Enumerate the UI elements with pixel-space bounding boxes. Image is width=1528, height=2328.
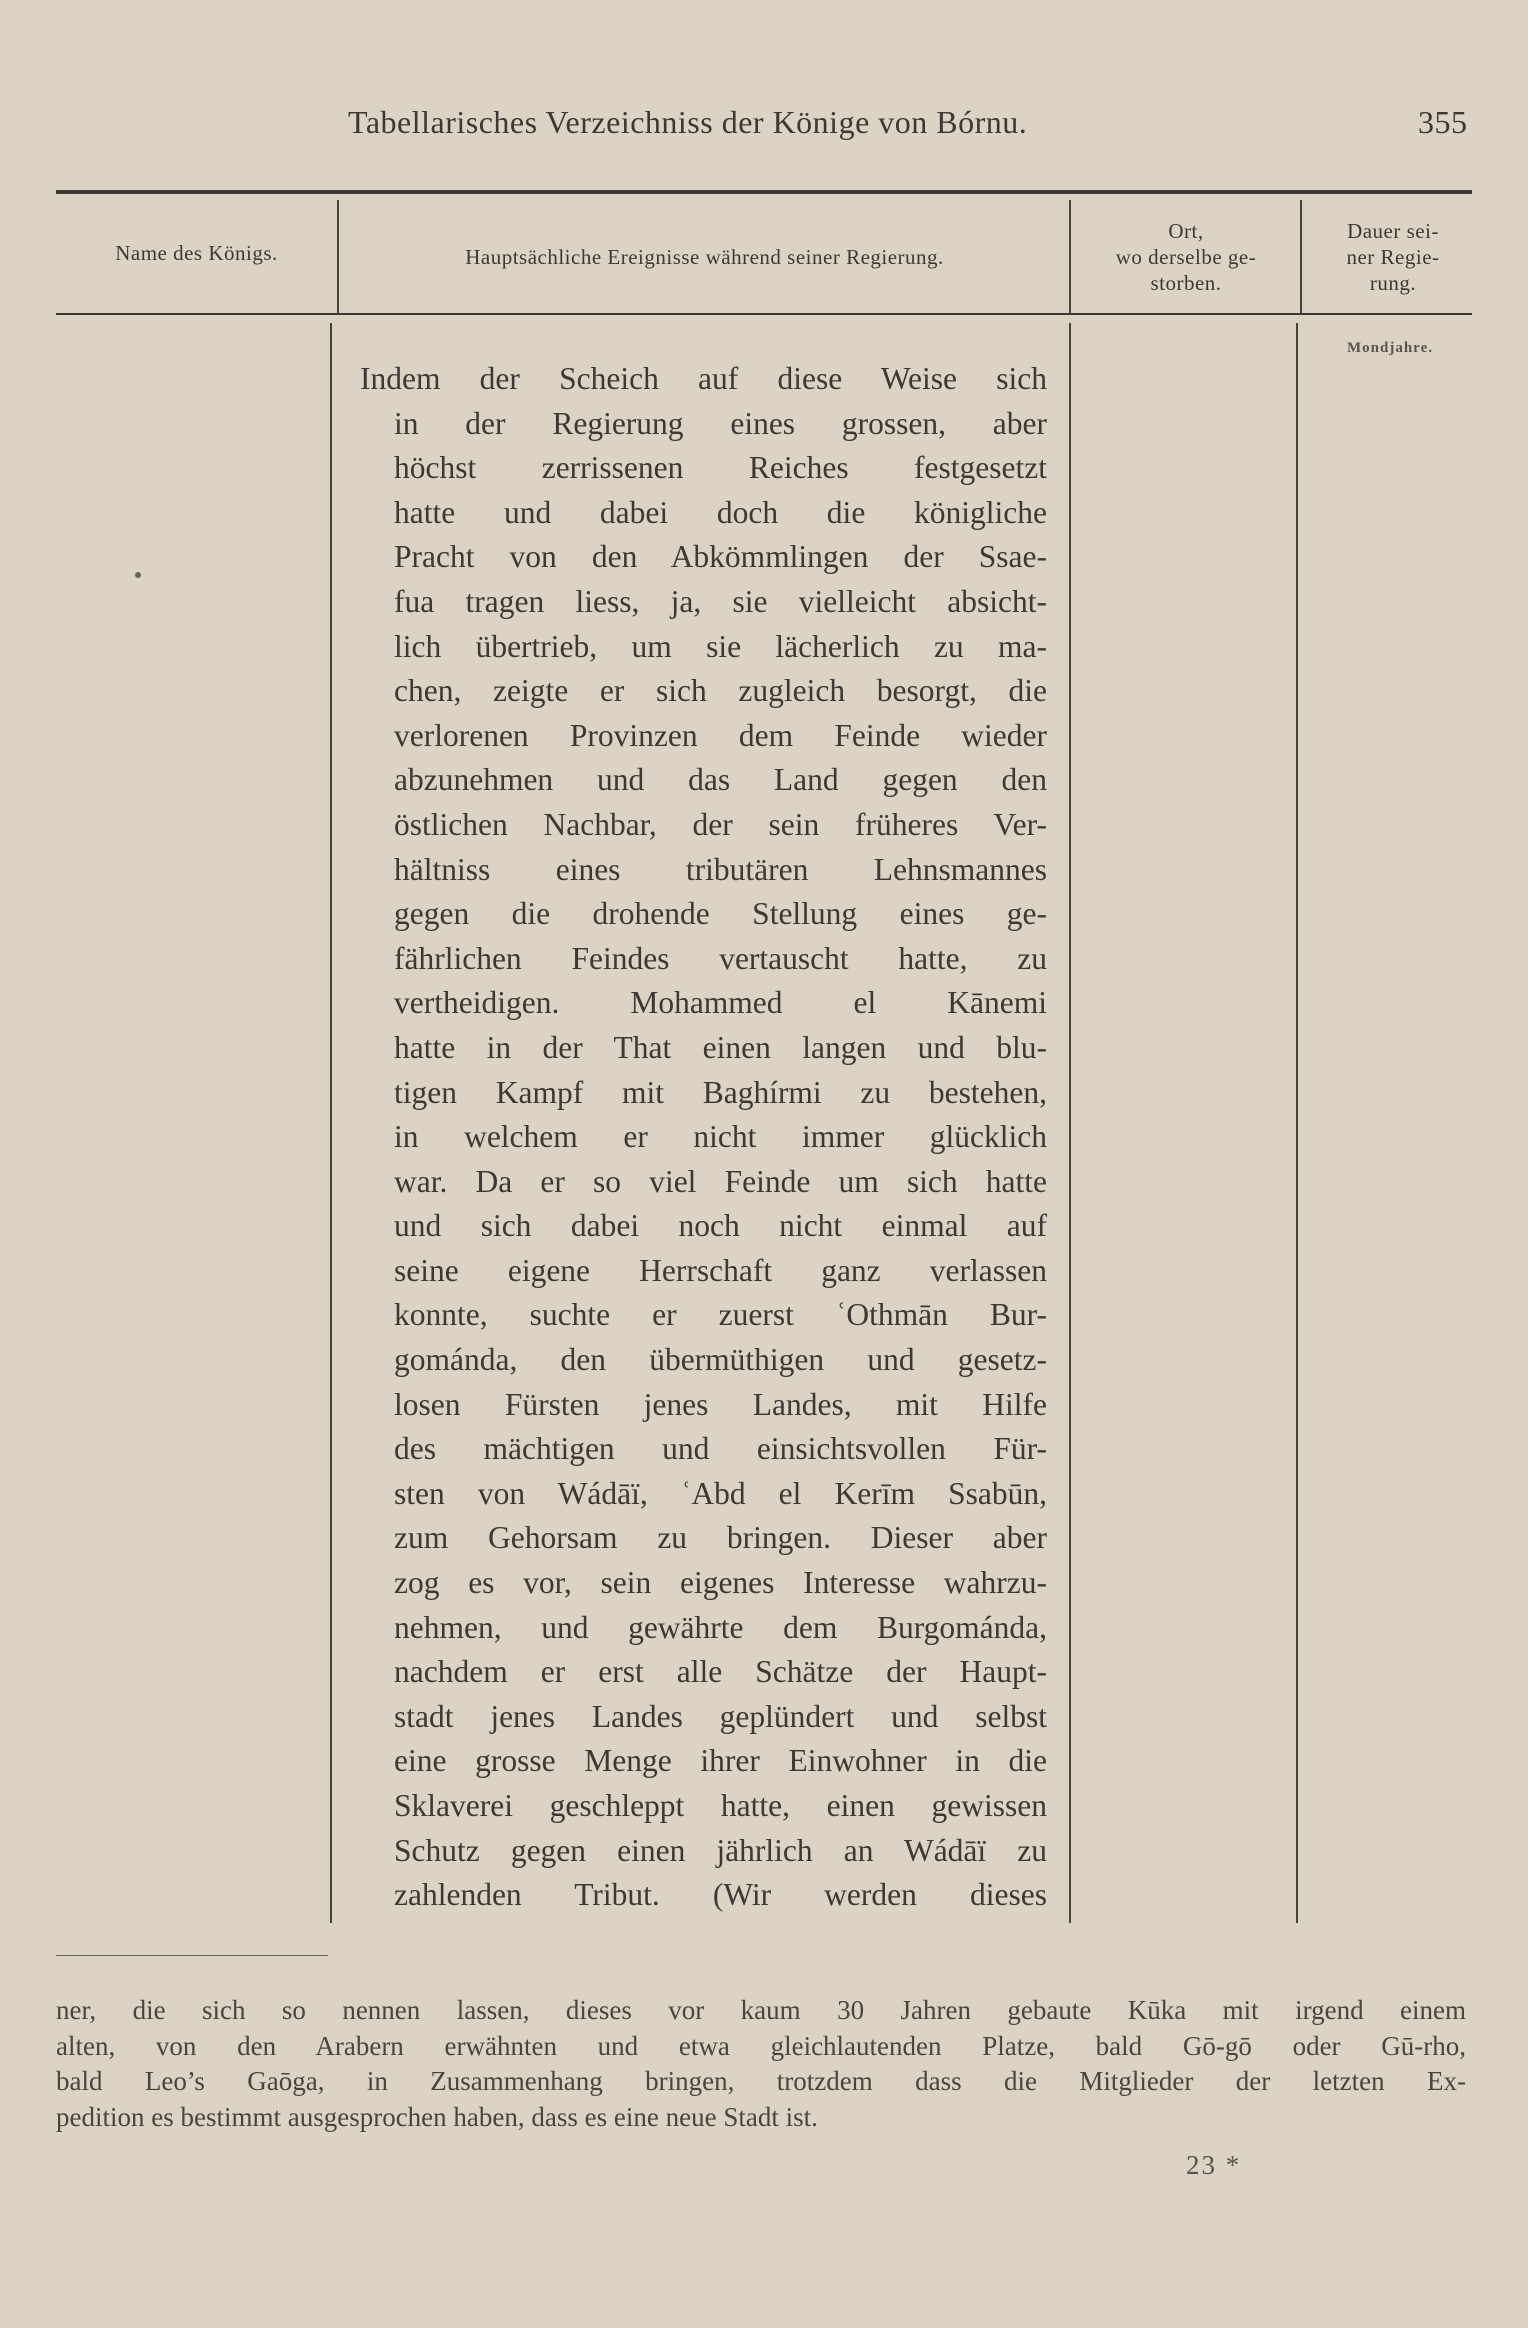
text-line: gománda, den übermüthigen und gesetz- bbox=[394, 1342, 1047, 1378]
column-header-line: Dauer sei- bbox=[1347, 219, 1439, 243]
column-header-place bbox=[1072, 218, 1300, 296]
table-top-rule bbox=[56, 190, 1472, 194]
text-line: nachdem er erst alle Schätze der Haupt- bbox=[394, 1654, 1047, 1690]
text-line: seine eigene Herrschaft ganz verlassen bbox=[394, 1252, 1047, 1288]
column-header-duration bbox=[1303, 218, 1483, 296]
events-text bbox=[360, 357, 1047, 1918]
header-divider-3 bbox=[1300, 200, 1302, 313]
column-header-line: Hauptsächliche Ereignisse während seiner Regierung. bbox=[465, 245, 944, 269]
column-header-line: rung. bbox=[1369, 271, 1417, 295]
page-number: 355 bbox=[1418, 104, 1468, 140]
running-head bbox=[0, 104, 1528, 148]
text-line: losen Fürsten jenes Landes, mit Hilfe bbox=[394, 1386, 1047, 1422]
print-speck bbox=[135, 572, 141, 578]
text-line: sten von Wádāï, ʿAbd el Kerīm Ssabūn, bbox=[394, 1475, 1047, 1511]
text-line: fua tragen liess, ja, sie vielleicht absicht- bbox=[394, 583, 1047, 619]
text-line: in der Regierung eines grossen, aber bbox=[394, 405, 1047, 441]
text-line: des mächtigen und einsichtsvollen Für- bbox=[394, 1431, 1047, 1467]
text-line: stadt jenes Landes geplündert und selbst bbox=[394, 1698, 1047, 1734]
body-divider-1 bbox=[330, 323, 332, 1923]
column-header-line: Name des Königs. bbox=[115, 241, 278, 265]
text-line: chen, zeigte er sich zugleich besorgt, die bbox=[394, 673, 1047, 709]
text-line: hatte in der That einen langen und blu- bbox=[394, 1029, 1047, 1065]
column-header-line: Ort, bbox=[1168, 219, 1204, 243]
text-line: war. Da er so viel Feinde um sich hatte bbox=[394, 1163, 1047, 1199]
unit-note: Mondjahre. bbox=[1347, 340, 1433, 356]
table-header-rule bbox=[56, 313, 1472, 315]
text-line: zum Gehorsam zu bringen. Dieser aber bbox=[394, 1520, 1047, 1556]
text-line: hältniss eines tributären Lehnsmannes bbox=[394, 851, 1047, 887]
footnote-rule bbox=[56, 1955, 328, 1956]
text-line: Schutz gegen einen jährlich an Wádāï zu bbox=[394, 1832, 1047, 1868]
footnote-line: ner, die sich so nennen lassen, dieses vor kaum 30 Jahren gebaute Kūka mit irgend einem bbox=[56, 1995, 1466, 2025]
text-line: fährlichen Feindes vertauscht hatte, zu bbox=[394, 940, 1047, 976]
column-header-name bbox=[56, 240, 337, 266]
text-line: tigen Kampf mit Baghírmi zu bestehen, bbox=[394, 1074, 1047, 1110]
text-line: gegen die drohende Stellung eines ge- bbox=[394, 896, 1047, 932]
text-line: in welchem er nicht immer glücklich bbox=[394, 1119, 1047, 1155]
running-title: Tabellarisches Verzeichniss der Könige von Bórnu. bbox=[348, 104, 1028, 140]
text-line: Pracht von den Abkömmlingen der Ssae- bbox=[394, 539, 1047, 575]
footnote-line: bald Leo’s Gaōga, in Zusammenhang bringen, trotzdem dass die Mitglieder der letzten Ex- bbox=[56, 2066, 1466, 2096]
text-line: konnte, suchte er zuerst ʿOthmān Bur- bbox=[394, 1297, 1047, 1333]
header-divider-2 bbox=[1069, 200, 1071, 313]
text-line: hatte und dabei doch die königliche bbox=[394, 494, 1047, 530]
text-line: höchst zerrissenen Reiches festgesetzt bbox=[394, 450, 1047, 486]
text-line: Indem der Scheich auf diese Weise sich bbox=[360, 361, 1047, 396]
body-divider-2 bbox=[1069, 323, 1071, 1923]
text-line: zahlenden Tribut. (Wir werden dieses bbox=[394, 1877, 1047, 1913]
signature-mark: 23 * bbox=[1186, 2150, 1242, 2180]
column-header-line: wo derselbe ge- bbox=[1115, 245, 1257, 269]
column-header-line: ner Regie- bbox=[1346, 245, 1440, 269]
body-divider-3 bbox=[1296, 323, 1298, 1923]
column-header-line: storben. bbox=[1150, 271, 1222, 295]
text-line: östlichen Nachbar, der sein früheres Ver- bbox=[394, 806, 1047, 842]
text-line: zog es vor, sein eigenes Interesse wahrzu- bbox=[394, 1565, 1047, 1601]
text-line: lich übertrieb, um sie lächerlich zu ma- bbox=[394, 628, 1047, 664]
text-line: nehmen, und gewährte dem Burgománda, bbox=[394, 1609, 1047, 1645]
column-header-events bbox=[340, 244, 1069, 270]
footnote-line: pedition es bestimmt ausgesprochen haben, dass es eine neue Stadt ist. bbox=[56, 2101, 818, 2132]
text-line: Sklaverei geschleppt hatte, einen gewissen bbox=[394, 1788, 1047, 1823]
header-divider-1 bbox=[337, 200, 339, 313]
text-line: und sich dabei noch nicht einmal auf bbox=[394, 1208, 1047, 1244]
footnote bbox=[56, 1993, 1466, 2135]
text-line: vertheidigen. Mohammed el Kānemi bbox=[394, 985, 1047, 1021]
text-line: verlorenen Provinzen dem Feinde wieder bbox=[394, 717, 1047, 753]
text-line: eine grosse Menge ihrer Einwohner in die bbox=[394, 1743, 1047, 1779]
footnote-line: alten, von den Arabern erwähnten und etwa gleichlautenden Platze, bald Gō-gō oder Gū-rho, bbox=[56, 2030, 1466, 2061]
text-line: abzunehmen und das Land gegen den bbox=[394, 762, 1047, 798]
